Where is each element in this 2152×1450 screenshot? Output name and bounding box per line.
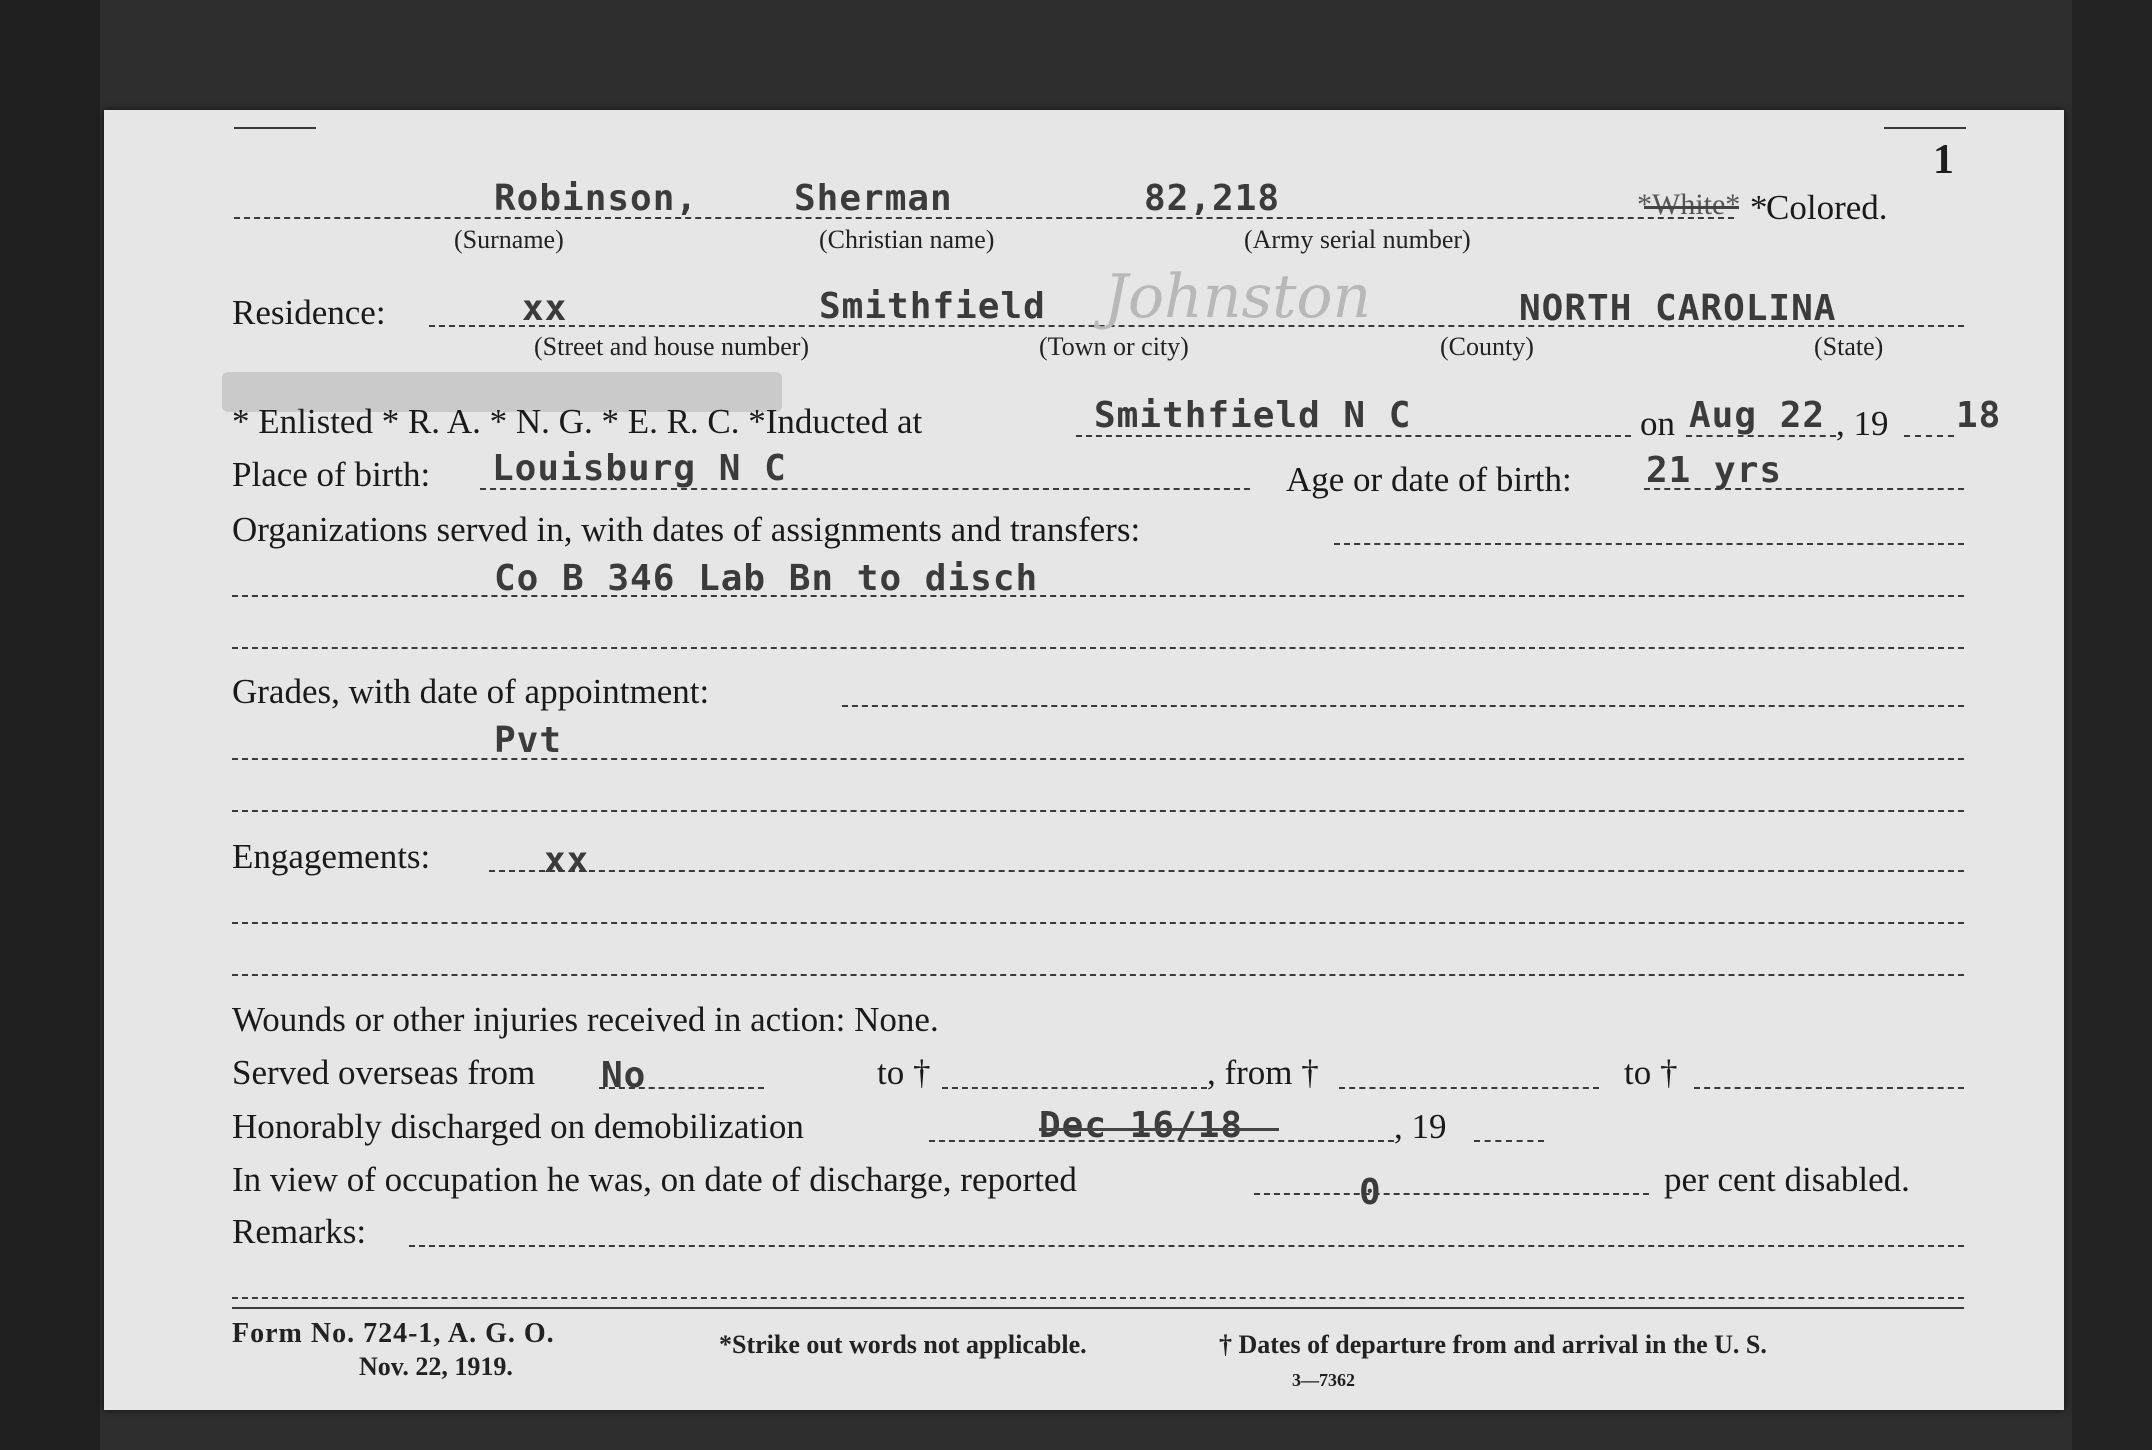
inducted-year-prefix: , 19 [1836, 404, 1889, 443]
remarks-rule-2 [232, 1297, 1964, 1299]
residence-town-value: Smithfield [819, 286, 1046, 327]
age-label: Age or date of birth: [1286, 460, 1572, 499]
organizations-rule-3 [232, 647, 1964, 649]
residence-state-value: NORTH CAROLINA [1519, 288, 1837, 329]
grades-value: Pvt [494, 720, 563, 761]
engagements-value: xx [544, 840, 590, 881]
dates-note: † Dates of departure from and arrival in the U. S. [1219, 1330, 1767, 1359]
organizations-rule-2 [232, 595, 1964, 597]
remarks-rule-1 [409, 1245, 1964, 1247]
discharge-label: Honorably discharged on demobilization [232, 1107, 804, 1146]
wounds-label: Wounds or other injuries received in action: None. [232, 1000, 939, 1039]
race-colored: Colored. [1766, 188, 1888, 227]
footer-rule [232, 1307, 1964, 1309]
age-value: 21 yrs [1646, 450, 1783, 491]
residence-label: Residence: [232, 293, 386, 332]
state-caption: (State) [1814, 332, 1884, 361]
street-caption: (Street and house number) [534, 332, 810, 361]
overseas-to-1: to † [877, 1053, 931, 1092]
discharge-date: Dec 16/18 [1039, 1105, 1244, 1146]
residence-county-handwritten: Johnston [1104, 262, 1372, 332]
surname-value: Robinson, [494, 178, 699, 219]
discharge-year-suffix: , 19 [1394, 1107, 1447, 1146]
engagements-rule-3 [232, 974, 1964, 976]
grades-rule-3 [232, 810, 1964, 812]
serial-number-caption: (Army serial number) [1244, 225, 1471, 254]
inducted-date-rule [1686, 435, 1836, 437]
name-line-rule [234, 217, 1734, 219]
background-right [2072, 0, 2152, 1450]
race-struck-text: *White* [1637, 188, 1741, 221]
overseas-to-2-rule [1694, 1087, 1964, 1089]
engagements-label: Engagements: [232, 837, 431, 876]
inducted-year-rule [1904, 435, 1954, 437]
disability-value: 0 [1359, 1172, 1382, 1213]
residence-street-value: xx [522, 288, 568, 329]
enlistment-label: * Enlisted * R. A. * N. G. * E. R. C. *Inducted at [232, 402, 923, 441]
organizations-value: Co B 346 Lab Bn to disch [494, 558, 1039, 599]
town-caption: (Town or city) [1039, 332, 1189, 361]
overseas-label: Served overseas from [232, 1053, 536, 1092]
print-code: 3—7362 [1292, 1370, 1355, 1390]
overseas-value: No [601, 1055, 647, 1096]
disability-suffix: per cent disabled. [1664, 1160, 1910, 1199]
discharge-date-strikeout [1039, 1128, 1279, 1131]
disability-rule [1254, 1193, 1649, 1195]
overseas-to-1-rule [942, 1087, 1207, 1089]
inducted-on-label: on [1640, 404, 1675, 443]
county-caption: (County) [1440, 332, 1534, 361]
surname-caption: (Surname) [454, 225, 564, 254]
remarks-label: Remarks: [232, 1212, 367, 1251]
serial-number-value: 82,218 [1144, 178, 1281, 219]
birthplace-label: Place of birth: [232, 455, 431, 494]
inducted-place-value: Smithfield N C [1094, 395, 1412, 436]
form-date: Nov. 22, 1919. [359, 1352, 513, 1381]
engagements-rule-2 [232, 922, 1964, 924]
race-strikeout [1644, 206, 1739, 209]
discharge-year-rule [1474, 1140, 1544, 1142]
overseas-to-2: to † [1624, 1053, 1678, 1092]
birthplace-value: Louisburg N C [492, 448, 787, 489]
grades-rule-2 [232, 758, 1964, 760]
form-number: Form No. 724-1, A. G. O. [232, 1318, 555, 1349]
inducted-date-value: Aug 22 [1689, 395, 1826, 436]
christian-name-value: Sherman [794, 178, 953, 219]
disability-label: In view of occupation he was, on date of discharge, reported [232, 1160, 1077, 1199]
background-left [0, 0, 100, 1450]
strike-note: *Strike out words not applicable. [719, 1330, 1087, 1359]
christian-name-caption: (Christian name) [819, 225, 995, 254]
engagements-rule-1 [489, 870, 1964, 872]
card-number: 1 [1933, 137, 1954, 183]
overseas-from-2-rule [1339, 1087, 1599, 1089]
organizations-rule-1 [1334, 543, 1964, 545]
grades-rule-1 [842, 705, 1964, 707]
overseas-from-2: , from † [1207, 1053, 1319, 1092]
top-left-rule [234, 127, 316, 129]
grades-label: Grades, with date of appointment: [232, 672, 710, 711]
inducted-year-value: 18 [1956, 395, 2002, 436]
organizations-label: Organizations served in, with dates of assignments and transfers: [232, 510, 1141, 549]
top-right-rule [1884, 127, 1966, 129]
service-record-card [104, 110, 2064, 1410]
race-marker: * [1750, 188, 1768, 227]
